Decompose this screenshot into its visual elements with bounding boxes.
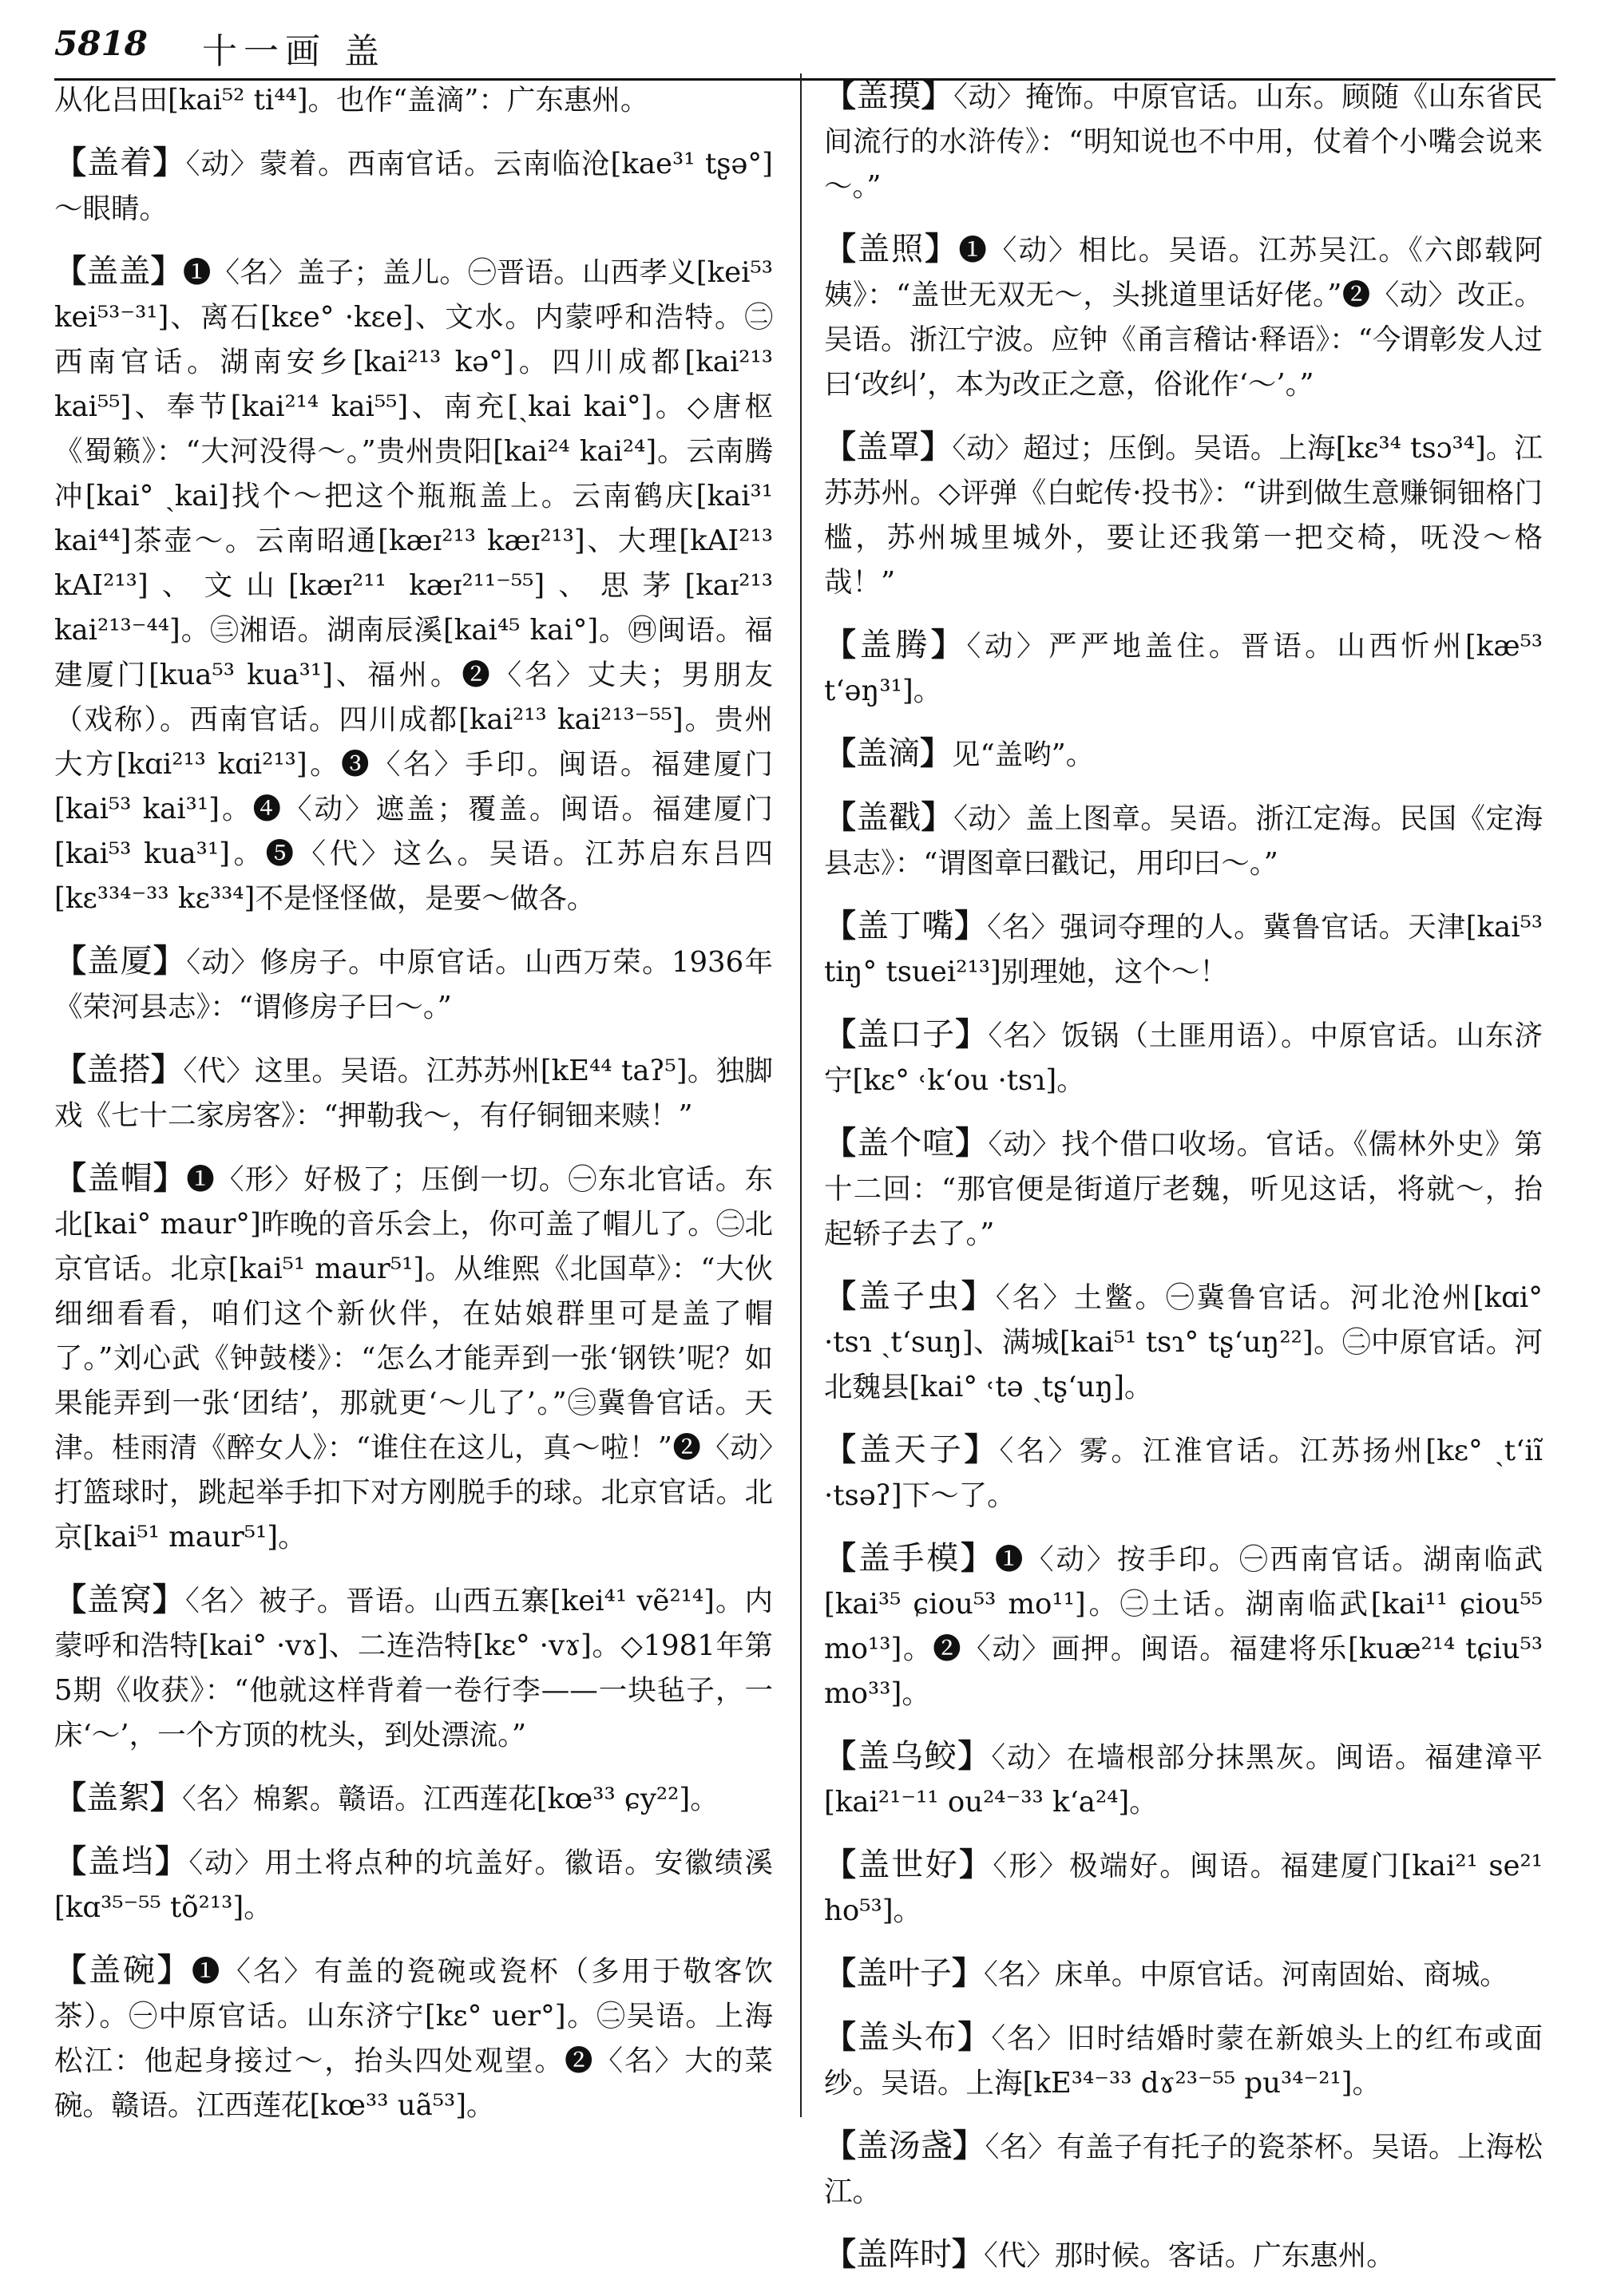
dictionary-entry xyxy=(54,1775,773,1822)
dictionary-entry xyxy=(824,731,1543,778)
dictionary-entry xyxy=(824,1121,1543,1257)
entry-definition: 〈代〉这里。吴语。江苏苏州[kE⁴⁴ taʔ⁵]。独脚戏《七十二家房客》：“押勒我～，有仔铜钿来赎！” xyxy=(54,1055,774,1132)
entry-definition: ❶〈形〉好极了；压倒一切。㊀东北官话。东北[kai° maur°]昨晚的音乐会上，你可盖了帽儿了。㊁北京官话。北京[kai⁵¹ maur⁵¹]。从维熙《北国草》：“大伙细细看看，咱们这个新伙伴，在姑娘群里可是盖了帽了。”刘心武《钟鼓楼》：“怎么才能弄到一张‘钢铁’呢？如果能弄到一张‘团结’，那就更‘～儿了’。”㊂冀鲁官话。天津。桂雨清《醉女人》：“谁住在这儿，真～啦！”❷〈动〉打篮球时，跳起举手扣下对方刚脱手的球。北京官话。北京[kai⁵¹ maur⁵¹]。 xyxy=(54,1163,774,1554)
dictionary-entry xyxy=(824,73,1543,209)
entry-headword: 【盖帽】 xyxy=(54,1159,187,1197)
entry-definition: 〈名〉被子。晋语。山西五寨[kei⁴¹ vẽ²¹⁴]。内蒙呼和浩特[kai° ·vɤ]、二连浩特[kɛ° ·vɤ]。◇1981年第5期《收获》：“他就这样背着一卷行李——一块毡子，一床‘～’，一个方顶的枕头，到处漂流。” xyxy=(54,1585,774,1752)
entry-definition: ❶〈动〉按手印。㊀西南官话。湖南临武[kai³⁵ ɕiou⁵³ mo¹¹]。㊁土话。湖南临武[kai¹¹ ɕiou⁵⁵ mo¹³]。❷〈动〉画押。闽语。福建将乐[kuæ²¹⁴ tɕiu⁵³ mo³³]。 xyxy=(824,1543,1544,1710)
entry-headword: 【盖口子】 xyxy=(824,1015,989,1053)
entry-definition: ❶〈名〉盖子；盖儿。㊀晋语。山西孝义[kei⁵³ kei⁵³⁻³¹]、离石[kɛe° ·kɛe]、文水。内蒙呼和浩特。㊁西南官话。湖南安乡[kai²¹³ kə°]。四川成都[kai²¹³ kai⁵⁵]、奉节[kai²¹⁴ kai⁵⁵]、南充[ˎkai kai°]。◇唐枢《蜀籁》：“大河没得～。”贵州贵阳[kai²⁴ kai²⁴]。云南腾冲[kai° ˎkai]找个～把这个瓶瓶盖上。云南鹤庆[kai³¹ kai⁴⁴]茶壶～。云南昭通[kæɪ²¹³ kæɪ²¹³]、大理[kAI²¹³ kAI²¹³]、文山[kæɪ²¹¹ kæɪ²¹¹⁻⁵⁵]、思茅[kaɪ²¹³ kai²¹³⁻⁴⁴]。㊂湘语。湖南辰溪[kai⁴⁵ kai°]。㊃闽语。福建厦门[kua⁵³ kua³¹]、福州。❷〈名〉丈夫；男朋友（戏称）。西南官话。四川成都[kai²¹³ kai²¹³⁻⁵⁵]。贵州大方[kɑi²¹³ kɑi²¹³]。❸〈名〉手印。闽语。福建厦门[kai⁵³ kai³¹]。❹〈动〉遮盖；覆盖。闽语。福建厦门[kai⁵³ kua³¹]。❺〈代〉这么。吴语。江苏启东吕四[kɛ³³⁴⁻³³ kɛ³³⁴]不是怪怪做，是要～做各。 xyxy=(54,256,773,915)
entry-definition: 〈动〉严严地盖住。晋语。山西忻州[kæ⁵³ t‘əŋ³¹]。 xyxy=(824,630,1544,707)
entry-headword: 【盖头布】 xyxy=(824,2018,992,2056)
dictionary-entry xyxy=(824,2015,1543,2106)
entry-headword: 【盖子虫】 xyxy=(824,1277,996,1315)
entry-headword: 【盖叶子】 xyxy=(824,1954,984,1992)
entry-definition: 从化吕田[kai⁵² ti⁴⁴]。也作“盖滴”：广东惠州。 xyxy=(54,84,649,117)
column-divider xyxy=(800,73,802,2117)
dictionary-entry xyxy=(54,1047,773,1138)
entry-definition: 〈代〉那时候。客话。广东惠州。 xyxy=(984,2239,1395,2272)
dictionary-entry xyxy=(824,1536,1543,1716)
entry-definition: 〈动〉盖上图章。吴语。浙江定海。民国《定海县志》：“谓图章曰戳记，用印曰～。” xyxy=(824,802,1544,880)
entry-headword: 【盖个喧】 xyxy=(824,1124,989,1162)
entry-definition: 〈动〉超过；压倒。吴语。上海[kɛ³⁴ tsɔ³⁴]。江苏苏州。◇评弹《白蛇传·投书》：“讲到做生意赚铜钿格门槛，苏州城里城外，要让还我第一把交椅，呒没～格哉！” xyxy=(824,432,1544,599)
dictionary-entry xyxy=(54,1578,773,1758)
entry-definition: 〈名〉床单。中原官话。河南固始、商城。 xyxy=(984,1958,1508,1991)
entry-headword: 【盖窝】 xyxy=(54,1581,186,1618)
entry-headword: 【盖腾】 xyxy=(824,626,967,663)
dictionary-entry xyxy=(824,2232,1543,2278)
dictionary-entry xyxy=(824,795,1543,886)
entry-headword: 【盖着】 xyxy=(54,144,186,181)
dictionary-entry xyxy=(54,141,773,232)
entry-headword: 【盖垱】 xyxy=(54,1843,189,1880)
entry-headword: 【盖盖】 xyxy=(54,252,183,290)
dictionary-entry xyxy=(824,425,1543,605)
entry-definition: 〈名〉旧时结婚时蒙在新娘头上的红布或面纱。吴语。上海[kE³⁴⁻³³ dɤ²³⁻⁵⁵ pu³⁴⁻²¹]。 xyxy=(824,2022,1544,2100)
entry-definition: 〈动〉修房子。中原官话。山西万荣。1936年《荣河县志》：“谓修房子曰～。” xyxy=(54,946,774,1023)
dictionary-entry xyxy=(824,1843,1543,1934)
dictionary-entry xyxy=(54,939,773,1030)
page-number: 5818 xyxy=(54,24,148,63)
entry-headword: 【盖天子】 xyxy=(824,1431,1000,1468)
entry-headword: 【盖照】 xyxy=(824,230,959,267)
dictionary-entry xyxy=(824,1274,1543,1410)
dictionary-entry xyxy=(54,1156,773,1560)
entry-headword: 【盖滴】 xyxy=(824,734,952,772)
entry-headword: 【盖罩】 xyxy=(824,428,953,465)
dictionary-entry xyxy=(824,1427,1543,1518)
entry-definition: 〈名〉有盖子有托子的瓷茶杯。吴语。上海松江。 xyxy=(824,2131,1543,2208)
entry-headword: 【盖碗】 xyxy=(54,1951,192,1989)
entry-headword: 【盖世好】 xyxy=(824,1846,993,1883)
entry-definition: 〈名〉棉絮。赣语。江西莲花[kœ³³ ɕy²²]。 xyxy=(182,1783,719,1815)
entry-headword: 【盖摸】 xyxy=(824,77,954,114)
entry-definition: 〈动〉掩饰。中原官话。山东。顾随《山东省民间流行的水浒传》：“明知说也不中用，仗着个小嘴会说来～。” xyxy=(824,81,1544,203)
dictionary-entry xyxy=(824,227,1543,407)
entry-headword: 【盖阵时】 xyxy=(824,2235,984,2273)
dictionary-entry xyxy=(824,1951,1543,1997)
entry-definition: ❶〈名〉有盖的瓷碗或瓷杯（多用于敬客饮茶）。㊀中原官话。山东济宁[kɛ° uer°]。㊁吴语。上海松江：他起身接过～，抬头四处观望。❷〈名〉大的菜碗。赣语。江西莲花[kœ³³ uã⁵³]。 xyxy=(54,1955,774,2122)
entry-definition: 见“盖哟”。 xyxy=(952,738,1095,771)
entry-definition: 〈名〉雾。江淮官话。江苏扬州[kɛ° ˏt‘iĩ ·tsəʔ]下～了。 xyxy=(824,1435,1544,1512)
right-column xyxy=(824,73,1543,2296)
entry-headword: 【盖手模】 xyxy=(824,1539,995,1577)
running-head: 十一画 盖 xyxy=(202,31,386,72)
entry-headword: 【盖絮】 xyxy=(54,1779,182,1816)
left-column xyxy=(54,73,773,2146)
entry-headword: 【盖丁嘴】 xyxy=(824,907,988,944)
dictionary-entry xyxy=(824,623,1543,714)
entry-headword: 【盖汤盏】 xyxy=(824,2127,985,2164)
dictionary-entry xyxy=(54,1948,773,2128)
entry-definition: 〈名〉强词夺理的人。冀鲁官话。天津[kai⁵³ tiŋ° tsuei²¹³]别理她，这个～！ xyxy=(824,911,1544,988)
dictionary-entry xyxy=(54,1839,773,1930)
entry-definition: 〈动〉找个借口收场。官话。《儒林外史》第十二回：“那官便是街道厅老魏，听见这话，将就～，抬起轿子去了。” xyxy=(824,1128,1543,1250)
entry-definition: 〈名〉饭锅（土匪用语）。中原官话。山东济宁[kɛ° ˓k‘ou ·tsɿ]。 xyxy=(824,1019,1543,1097)
entry-definition: 〈形〉极端好。闽语。福建厦门[kai²¹ se²¹ ho⁵³]。 xyxy=(824,1850,1544,1927)
entry-headword: 【盖乌鲛】 xyxy=(824,1737,992,1775)
entry-definition: 〈动〉在墙根部分抹黑灰。闽语。福建漳平[kai²¹⁻¹¹ ou²⁴⁻³³ k‘a²⁴]。 xyxy=(824,1741,1544,1819)
entry-headword: 【盖戳】 xyxy=(824,798,954,836)
dictionary-entry xyxy=(824,1012,1543,1103)
dictionary-entry xyxy=(824,1734,1543,1825)
entry-definition: ❶〈动〉相比。吴语。江苏吴江。《六郎载阿姨》：“盖世无双无～，头挑道里话好佬。”❷〈动〉改正。吴语。浙江宁波。应钟《甬言稽诂·释语》：“今谓彰发人过曰‘改纠’，本为改正之意，俗讹作‘～’。” xyxy=(824,234,1543,401)
entry-headword: 【盖厦】 xyxy=(54,942,187,980)
dictionary-entry xyxy=(824,2124,1543,2215)
dictionary-entry xyxy=(824,904,1543,995)
entry-definition: 〈名〉土鳖。㊀冀鲁官话。河北沧州[kɑi° ·tsɿ ˏt‘suŋ]、满城[kai⁵¹ tsɿ° tʂ‘uŋ²²]。㊁中原官话。河北魏县[kai° ˓tə ˏtʂ‘uŋ]。 xyxy=(824,1281,1544,1403)
entry-definition: 〈动〉用土将点种的坑盖好。徽语。安徽绩溪[kɑ³⁵⁻⁵⁵ tõ²¹³]。 xyxy=(54,1847,773,1924)
dictionary-entry xyxy=(54,78,773,123)
entry-headword: 【盖搭】 xyxy=(54,1051,184,1088)
entry-definition: 〈动〉蒙着。西南官话。云南临沧[kae³¹ tʂə°]～眼睛。 xyxy=(54,148,774,225)
page-header xyxy=(54,22,1555,81)
dictionary-entry xyxy=(54,249,773,921)
